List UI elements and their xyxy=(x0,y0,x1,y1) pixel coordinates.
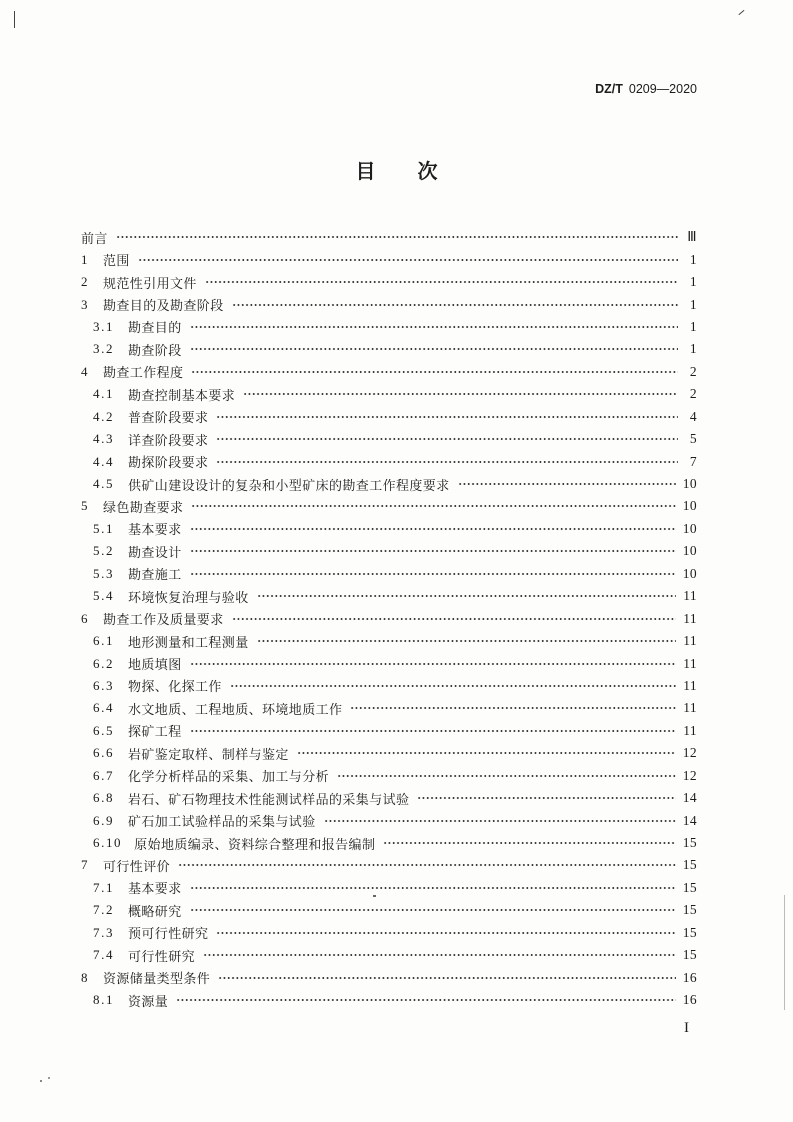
toc-leader-dots xyxy=(190,527,676,531)
toc-entry-page: 15 xyxy=(682,924,697,940)
toc-leader-dots xyxy=(417,796,675,800)
toc-entry-title: 岩石、矿石物理技术性能测试样品的采集与试验 xyxy=(128,792,410,808)
toc-entry-page: 14 xyxy=(682,812,697,828)
toc-entry-number: 8.1 xyxy=(93,992,115,1008)
toc-entry xyxy=(81,361,697,383)
toc-leader-dots xyxy=(190,572,676,576)
toc-leader-dots xyxy=(190,325,678,329)
toc-entry-page: 15 xyxy=(682,857,697,873)
toc-entry-title: 环境恢复治理与验收 xyxy=(128,590,249,606)
toc-entry-page: 11 xyxy=(683,700,697,716)
toc-entry-number: 6.6 xyxy=(93,745,115,761)
toc-entry-title: 前言 xyxy=(81,231,108,247)
toc-entry-number: 7 xyxy=(81,857,88,873)
toc-entry-title: 原始地质编录、资料综合整理和报告编制 xyxy=(134,837,376,853)
toc-entry-page: 10 xyxy=(682,565,697,581)
toc-entry-title: 地质填图 xyxy=(128,658,182,674)
toc-entry-title: 物探、化探工作 xyxy=(128,680,222,696)
toc-leader-dots xyxy=(243,392,678,396)
toc-entry xyxy=(81,944,697,966)
toc-entry-number: 4.1 xyxy=(93,386,115,402)
toc-entry-title: 详查阶段要求 xyxy=(128,433,209,449)
toc-entry-page: 2 xyxy=(689,363,697,379)
toc-entry xyxy=(81,922,697,944)
toc-leader-dots xyxy=(216,460,678,464)
toc-leader-dots xyxy=(203,953,676,957)
toc-entry-number: 6.3 xyxy=(93,677,115,693)
standard-code xyxy=(595,82,697,96)
toc-entry-number: 6.8 xyxy=(93,790,115,806)
toc-leader-dots xyxy=(383,841,675,845)
toc-entry-title: 勘查控制基本要求 xyxy=(128,388,236,404)
toc-entry xyxy=(81,675,697,697)
toc-entry-number: 1 xyxy=(81,251,88,267)
toc-entry-title: 绿色勘查要求 xyxy=(103,500,184,516)
toc-entry-page: Ⅲ xyxy=(687,229,697,245)
toc-entry-number: 6.7 xyxy=(93,767,115,783)
toc-entry-page: 12 xyxy=(682,745,697,761)
toc-entry xyxy=(81,966,697,988)
toc-entry-number: 6.10 xyxy=(93,835,123,851)
toc-entry-number: 5.1 xyxy=(93,520,115,536)
toc-entry xyxy=(81,742,697,764)
toc-entry-number: 5.4 xyxy=(93,588,115,604)
toc-leader-dots xyxy=(232,303,678,307)
toc-entry-number: 5.2 xyxy=(93,543,115,559)
toc-entry-page: 1 xyxy=(689,296,697,312)
toc-leader-dots xyxy=(232,617,677,621)
toc-entry-page: 11 xyxy=(683,677,697,693)
toc-leader-dots xyxy=(216,931,675,935)
toc-entry-title: 水文地质、工程地质、环境地质工作 xyxy=(128,702,343,718)
scan-edge-line xyxy=(784,895,785,1010)
toc-entry-title: 化学分析样品的采集、加工与分析 xyxy=(128,770,330,786)
toc-entry-number: 4.3 xyxy=(93,431,115,447)
toc-entry-page: 11 xyxy=(683,610,697,626)
toc-leader-dots xyxy=(176,998,675,1002)
toc-entry xyxy=(81,607,697,629)
toc-entry xyxy=(81,428,697,450)
toc-entry-number: 2 xyxy=(81,274,88,290)
toc-entry-title: 规范性引用文件 xyxy=(103,276,197,292)
toc-entry xyxy=(81,765,697,787)
toc-entry-title: 勘查工作及质量要求 xyxy=(103,613,224,629)
toc-entry-title: 勘查目的及勘查阶段 xyxy=(103,299,224,315)
toc-leader-dots xyxy=(216,415,678,419)
toc-entry-title: 资源量 xyxy=(128,994,169,1010)
toc-leader-dots xyxy=(190,729,677,733)
toc-entry-number: 8 xyxy=(81,969,88,985)
toc-leader-dots xyxy=(337,774,676,778)
toc-leader-dots xyxy=(297,751,676,755)
standard-code-number: 0209—2020 xyxy=(628,82,697,96)
toc-entry-page: 7 xyxy=(689,453,697,469)
toc-entry-number: 3.1 xyxy=(93,318,115,334)
toc-entry-page: 1 xyxy=(689,318,697,334)
toc-entry-number: 5.3 xyxy=(93,565,115,581)
toc-entry xyxy=(81,697,697,719)
toc-entry-page: 16 xyxy=(682,969,697,985)
toc-entry-page: 11 xyxy=(683,588,697,604)
toc-entry-title: 基本要求 xyxy=(128,882,182,898)
toc-entry xyxy=(81,518,697,540)
toc-entry-title: 可行性研究 xyxy=(128,949,196,965)
toc-entry xyxy=(81,989,697,1011)
toc-entry-number: 7.2 xyxy=(93,902,115,918)
toc-entry xyxy=(81,787,697,809)
toc-entry-page: 15 xyxy=(682,835,697,851)
toc-entry-title: 资源储量类型条件 xyxy=(103,972,211,988)
toc-entry xyxy=(81,652,697,674)
toc-entry-title: 地形测量和工程测量 xyxy=(128,635,249,651)
toc-entry xyxy=(81,809,697,831)
toc-entry-title: 勘查施工 xyxy=(128,568,182,584)
toc-leader-dots xyxy=(190,662,677,666)
toc-entry-title: 勘查目的 xyxy=(128,321,182,337)
toc-entry-title: 矿石加工试验样品的采集与试验 xyxy=(128,815,316,831)
toc-leader-dots xyxy=(257,594,677,598)
toc-leader-dots xyxy=(178,863,676,867)
toc-entry-page: 4 xyxy=(689,408,697,424)
toc-entry-number: 7.4 xyxy=(93,947,115,963)
toc-leader-dots xyxy=(190,549,676,553)
toc-entry xyxy=(81,630,697,652)
page-title: 目 次 xyxy=(355,159,449,183)
toc-entry xyxy=(81,316,697,338)
toc-entry xyxy=(81,473,697,495)
toc-leader-dots xyxy=(191,504,675,508)
toc-entry-page: 16 xyxy=(682,992,697,1008)
toc-entry xyxy=(81,832,697,854)
toc-entry-title: 勘查工作程度 xyxy=(103,366,184,382)
toc-entry-number: 4.2 xyxy=(93,408,115,424)
toc-entry-title: 预可行性研究 xyxy=(128,927,209,943)
toc-entry-number: 6 xyxy=(81,610,88,626)
standard-code-prefix: DZ/T xyxy=(595,82,623,96)
toc-entry-number: 6.1 xyxy=(93,633,115,649)
toc-entry-number: 5 xyxy=(81,498,88,514)
toc-entry-number: 4.5 xyxy=(93,476,115,492)
toc-entry xyxy=(81,877,697,899)
scan-speck xyxy=(738,10,744,15)
toc-entry-title: 可行性评价 xyxy=(103,859,171,875)
toc-entry-page: 15 xyxy=(682,902,697,918)
toc-entry xyxy=(81,563,697,585)
scan-speck xyxy=(48,1077,50,1079)
toc-leader-dots xyxy=(218,976,675,980)
toc-entry-page: 5 xyxy=(689,431,697,447)
toc-entry-page: 14 xyxy=(682,790,697,806)
toc-entry xyxy=(81,406,697,428)
table-of-contents xyxy=(81,226,697,1011)
toc-entry-title: 勘查设计 xyxy=(128,545,182,561)
toc-entry-number: 6.4 xyxy=(93,700,115,716)
toc-entry xyxy=(81,899,697,921)
scan-speck xyxy=(14,11,15,28)
toc-leader-dots xyxy=(190,886,676,890)
toc-entry-number: 6.5 xyxy=(93,722,115,738)
toc-entry xyxy=(81,854,697,876)
toc-leader-dots xyxy=(138,258,678,262)
toc-entry-title: 供矿山建设设计的复杂和小型矿床的勘查工作程度要求 xyxy=(128,478,450,494)
toc-entry-title: 基本要求 xyxy=(128,523,182,539)
toc-entry xyxy=(81,271,697,293)
toc-entry-title: 概略研究 xyxy=(128,904,182,920)
toc-entry-title: 岩矿鉴定取样、制样与鉴定 xyxy=(128,747,289,763)
toc-entry xyxy=(81,383,697,405)
toc-entry-title: 范围 xyxy=(103,254,130,270)
toc-entry-number: 6.9 xyxy=(93,812,115,828)
toc-entry-page: 15 xyxy=(682,947,697,963)
toc-leader-dots xyxy=(458,482,676,486)
toc-entry-number: 4.4 xyxy=(93,453,115,469)
toc-entry-number: 3.2 xyxy=(93,341,115,357)
toc-entry xyxy=(81,495,697,517)
toc-leader-dots xyxy=(350,706,676,710)
scan-speck xyxy=(40,1080,42,1082)
toc-leader-dots xyxy=(190,347,678,351)
toc-entry xyxy=(81,450,697,472)
toc-entry-number: 7.3 xyxy=(93,924,115,940)
toc-entry-page: 10 xyxy=(682,520,697,536)
toc-entry-page: 10 xyxy=(682,543,697,559)
toc-entry xyxy=(81,540,697,562)
toc-entry xyxy=(81,720,697,742)
toc-entry-number: 3 xyxy=(81,296,88,312)
toc-entry-page: 1 xyxy=(689,251,697,267)
toc-entry-title: 勘查阶段 xyxy=(128,343,182,359)
toc-entry xyxy=(81,226,697,248)
toc-entry-page: 1 xyxy=(689,274,697,290)
toc-entry-page: 11 xyxy=(683,655,697,671)
toc-entry xyxy=(81,585,697,607)
toc-leader-dots xyxy=(324,819,676,823)
toc-entry-page: 11 xyxy=(683,722,697,738)
toc-entry-number: 6.2 xyxy=(93,655,115,671)
toc-entry-page: 1 xyxy=(689,341,697,357)
toc-entry-page: 10 xyxy=(682,498,697,514)
page-number: I xyxy=(684,1020,689,1036)
toc-entry-page: 2 xyxy=(689,386,697,402)
toc-entry-title: 探矿工程 xyxy=(128,725,182,741)
toc-entry-page: 12 xyxy=(682,767,697,783)
toc-leader-dots xyxy=(191,370,678,374)
toc-entry-page: 10 xyxy=(682,476,697,492)
toc-entry-title: 普查阶段要求 xyxy=(128,411,209,427)
toc-entry-page: 11 xyxy=(683,633,697,649)
toc-leader-dots xyxy=(230,684,676,688)
toc-leader-dots xyxy=(205,280,678,284)
toc-leader-dots xyxy=(216,437,678,441)
toc-entry-number: 4 xyxy=(81,363,88,379)
toc-entry-title: 勘探阶段要求 xyxy=(128,456,209,472)
toc-leader-dots xyxy=(190,908,676,912)
toc-leader-dots xyxy=(116,235,678,239)
toc-leader-dots xyxy=(257,639,677,643)
toc-entry-number: 7.1 xyxy=(93,879,115,895)
toc-entry xyxy=(81,338,697,360)
toc-entry xyxy=(81,248,697,270)
toc-entry xyxy=(81,293,697,315)
toc-entry-page: 15 xyxy=(682,879,697,895)
